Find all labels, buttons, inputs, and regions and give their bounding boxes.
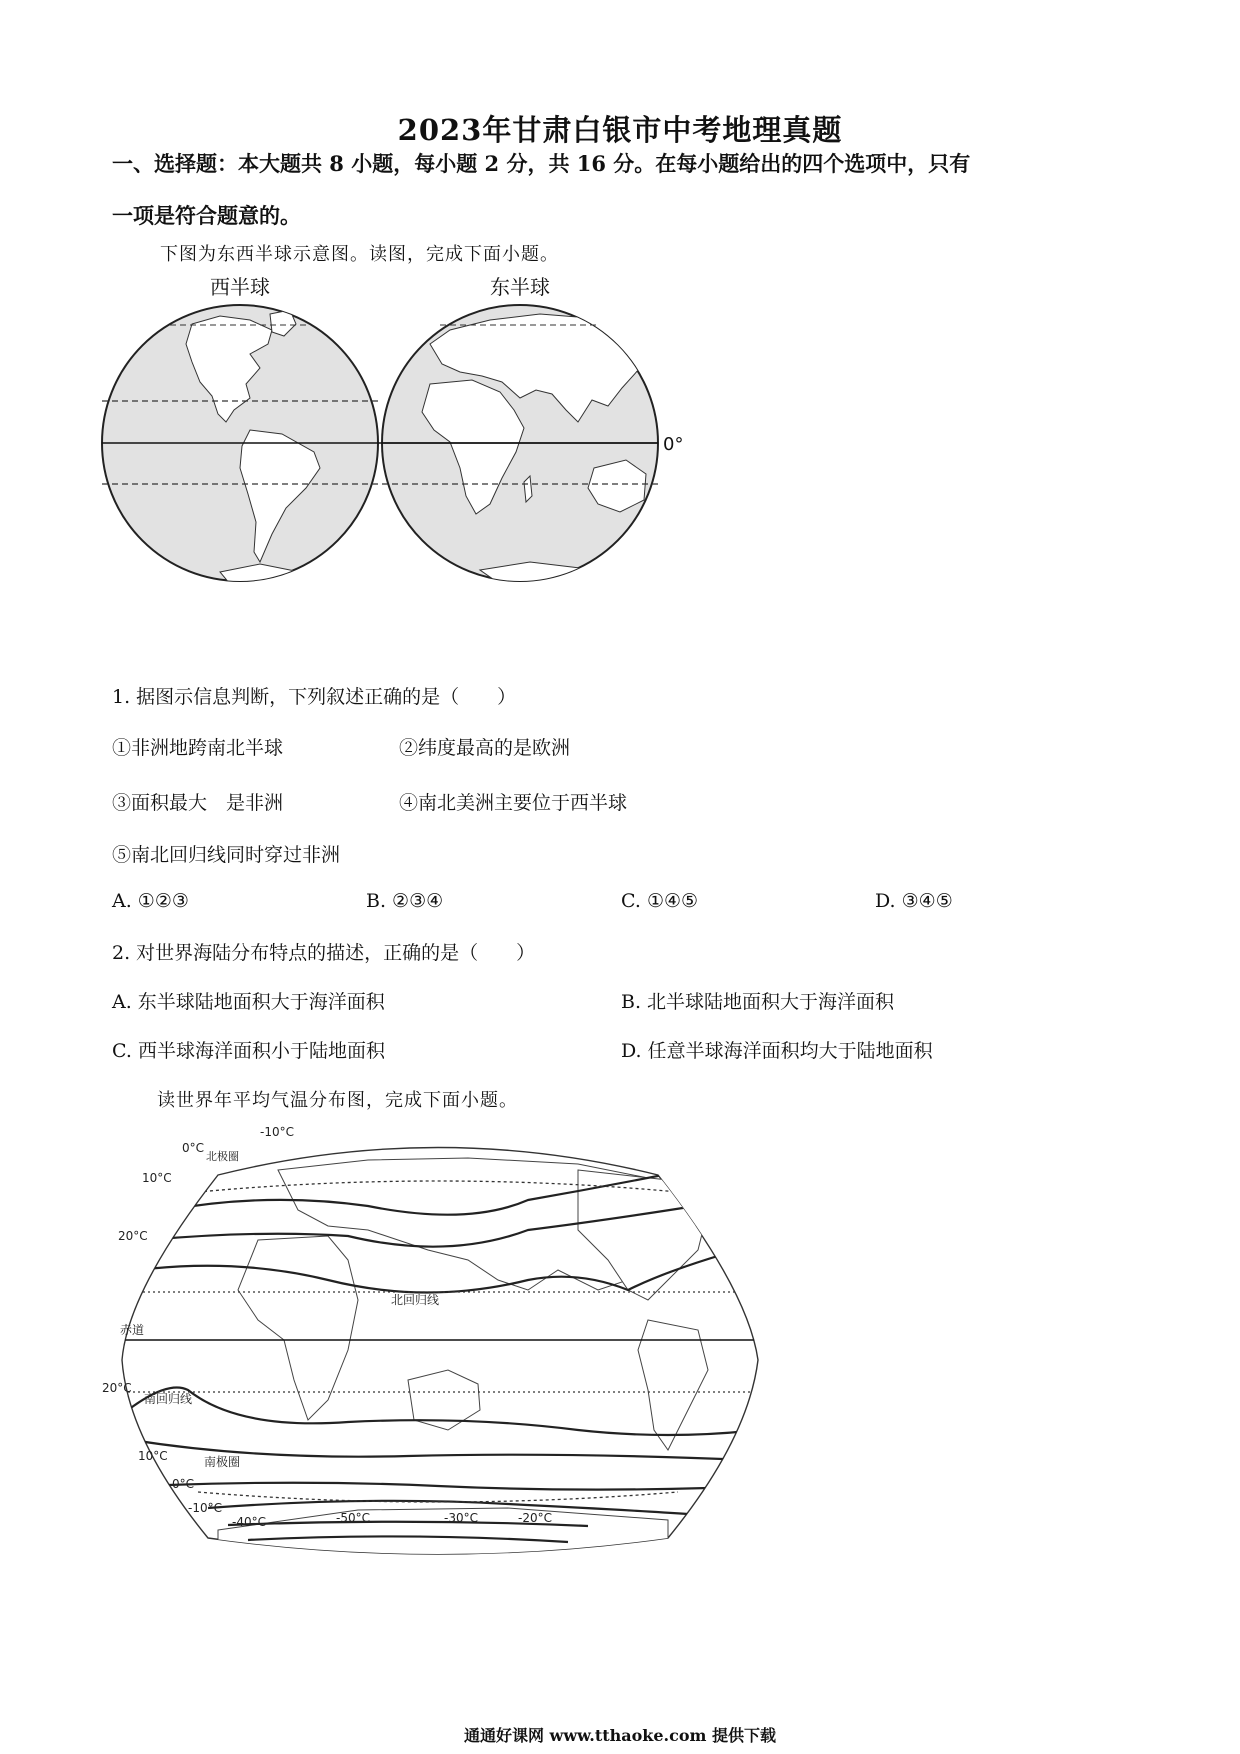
- section-header-line2: 一项是符合题意的。: [112, 203, 301, 228]
- west-hemisphere: [102, 305, 378, 584]
- q2-stem: 2. 对世界海陆分布特点的描述，正确的是（ ）: [112, 942, 536, 964]
- temperature-map: [102, 1125, 768, 1570]
- label-minus30: -30°C: [444, 1511, 478, 1525]
- q1-option-b[interactable]: B. ②③④: [366, 890, 444, 912]
- footer-source: 通通好课网 www.tthaoke.com 提供下载: [463, 1726, 777, 1745]
- section-header: [112, 138, 1132, 242]
- q2-option-d[interactable]: D. 任意半球海洋面积均大于陆地面积: [621, 1040, 933, 1062]
- label-minus50: -50°C: [336, 1511, 370, 1525]
- q1-statement-4: ④南北美洲主要位于西半球: [399, 792, 628, 814]
- section-header-line1: 一、选择题：本大题共 8 小题，每小题 2 分，共 16 分。在每小题给出的四个选项中，只有: [112, 151, 971, 176]
- label-minus10-top: -10°C: [260, 1125, 294, 1139]
- q1-statement-3: ③面积最大 是非洲: [112, 792, 284, 814]
- hemisphere-map: [100, 272, 780, 662]
- q1-statement-5: ⑤南北回归线同时穿过非洲: [112, 844, 341, 866]
- label-0-nw: 0°C: [182, 1141, 205, 1155]
- label-arctic-circle: 北极圈: [206, 1150, 239, 1163]
- equator-label: 0°: [663, 434, 684, 455]
- label-tropic-capricorn: 南回归线: [144, 1392, 193, 1406]
- q1-stem: 1. 据图示信息判断，下列叙述正确的是（ ）: [112, 686, 517, 708]
- east-hemisphere-label: 东半球: [490, 275, 550, 299]
- intro-hemispheres: 下图为东西半球示意图。读图，完成下面小题。: [160, 244, 559, 265]
- q1-option-d[interactable]: D. ③④⑤: [875, 890, 953, 912]
- label-10-sw: 10°C: [138, 1449, 168, 1463]
- q2-option-c[interactable]: C. 西半球海洋面积小于陆地面积: [112, 1040, 385, 1062]
- label-0-sw: 0°C: [172, 1477, 195, 1491]
- q2-option-b[interactable]: B. 北半球陆地面积大于海洋面积: [621, 991, 895, 1013]
- q1-option-a[interactable]: A. ①②③: [112, 890, 189, 912]
- label-minus40: -40°C: [232, 1515, 266, 1529]
- label-minus20: -20°C: [518, 1511, 552, 1525]
- label-20-sw: 20°C: [102, 1381, 132, 1395]
- page-title: 2023年甘肃白银市中考地理真题: [397, 113, 843, 147]
- label-minus10-sw: -10°C: [188, 1501, 222, 1515]
- east-hemisphere: [382, 305, 658, 584]
- label-tropic-cancer: 北回归线: [391, 1293, 440, 1307]
- q2-option-a[interactable]: A. 东半球陆地面积大于海洋面积: [112, 991, 385, 1013]
- label-10-nw: 10°C: [142, 1171, 172, 1185]
- west-hemisphere-label: 西半球: [210, 275, 270, 299]
- q1-option-c[interactable]: C. ①④⑤: [621, 890, 699, 912]
- q1-statement-2: ②纬度最高的是欧洲: [399, 737, 571, 759]
- intro-temperature: 读世界年平均气温分布图，完成下面小题。: [157, 1090, 518, 1111]
- label-20-nw: 20°C: [118, 1229, 148, 1243]
- q1-statement-1: ①非洲地跨南北半球: [112, 737, 284, 759]
- label-antarctic-circle: 南极圈: [204, 1455, 241, 1469]
- label-equator: 赤道: [120, 1323, 145, 1337]
